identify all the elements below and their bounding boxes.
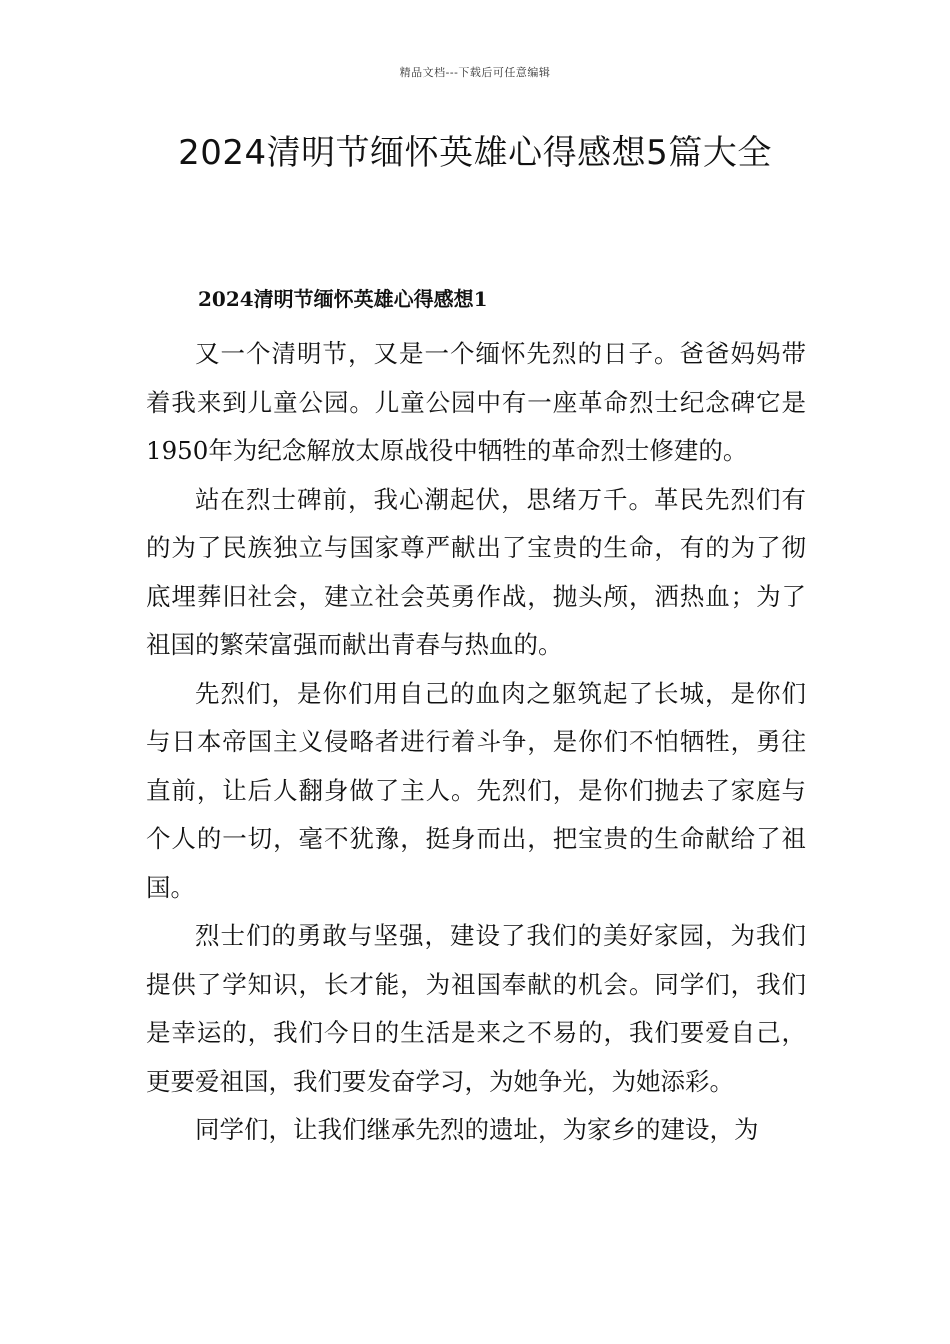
paragraph-3: 先烈们，是你们用自己的血肉之躯筑起了长城，是你们与日本帝国主义侵略者进行着斗争，是你们不怕牺牲，勇往直前，让后人翻身做了主人。先烈们，是你们抛去了家庭与个人的一切，毫不犹豫，挺身而出，把宝贵的生命献给了祖国。 bbox=[146, 678, 806, 902]
paragraph-5: 同学们，让我们继承先烈的遗址，为家乡的建设，为 bbox=[195, 1115, 759, 1144]
document-title: 2024清明节缅怀英雄心得感想5篇大全 bbox=[178, 133, 772, 173]
header-note: 精品文档---下载后可任意编辑 bbox=[399, 66, 551, 79]
section-title: 2024清明节缅怀英雄心得感想1 bbox=[198, 287, 488, 311]
paragraph-1: 又一个清明节，又是一个缅怀先烈的日子。爸爸妈妈带着我来到儿童公园。儿童公园中有一座革命烈士纪念碑它是1950年为纪念解放太原战役中牺牲的革命烈士修建的。 bbox=[146, 339, 806, 465]
body-text bbox=[146, 330, 806, 1155]
paragraph-4: 烈士们的勇敢与坚强，建设了我们的美好家园，为我们提供了学知识，长才能，为祖国奉献的机会。同学们，我们是幸运的，我们今日的生活是来之不易的，我们要爱自己，更要爱祖国，我们要发奋学习，为她争光，为她添彩。 bbox=[146, 921, 806, 1096]
paragraph-2: 站在烈士碑前，我心潮起伏，思绪万千。革民先烈们有的为了民族独立与国家尊严献出了宝贵的生命，有的为了彻底埋葬旧社会，建立社会英勇作战，抛头颅，洒热血；为了祖国的繁荣富强而献出青春与热血的。 bbox=[146, 484, 806, 659]
